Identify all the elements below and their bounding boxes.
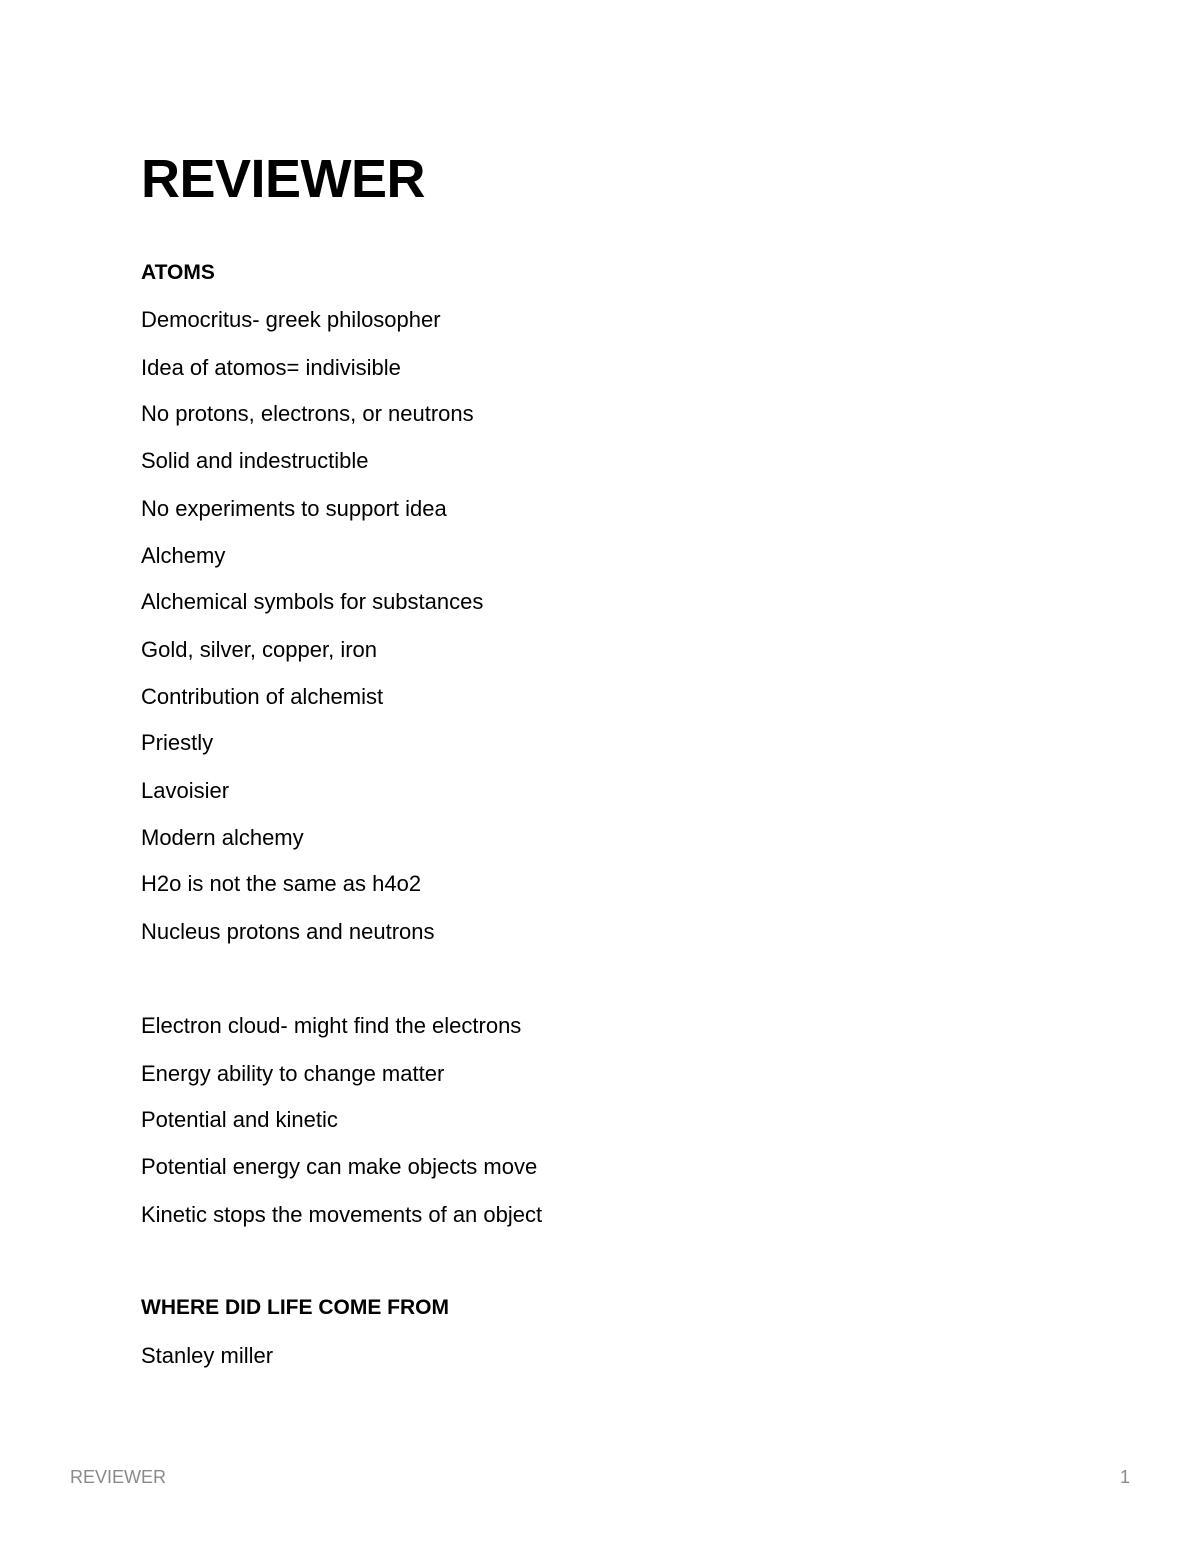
text-line: Priestly — [141, 730, 214, 755]
text-line: Energy ability to change matter — [141, 1061, 445, 1086]
text-line: Potential and kinetic — [141, 1107, 338, 1132]
footer-title: REVIEWER — [70, 1467, 167, 1487]
page-number: 1 — [1119, 1467, 1130, 1487]
text-line: Contribution of alchemist — [141, 684, 384, 709]
text-line: Solid and indestructible — [141, 448, 369, 473]
text-line: Modern alchemy — [141, 825, 304, 850]
text-line: Stanley miller — [141, 1343, 274, 1368]
text-line: Alchemy — [141, 543, 226, 568]
text-line: No experiments to support idea — [141, 496, 447, 521]
text-line: Potential energy can make objects move — [141, 1154, 538, 1179]
text-line: Gold, silver, copper, iron — [141, 637, 378, 662]
section-heading-atoms: ATOMS — [141, 261, 215, 284]
text-line: Idea of atomos= indivisible — [141, 355, 401, 380]
section-heading-life: WHERE DID LIFE COME FROM — [141, 1296, 449, 1319]
text-line: Electron cloud- might find the electrons — [141, 1013, 522, 1038]
text-line: Kinetic stops the movements of an object — [141, 1202, 543, 1227]
text-line: Democritus- greek philosopher — [141, 307, 441, 332]
text-line: H2o is not the same as h4o2 — [141, 871, 422, 896]
page-title: REVIEWER — [141, 149, 426, 209]
text-line: Nucleus protons and neutrons — [141, 919, 435, 944]
text-line: No protons, electrons, or neutrons — [141, 401, 474, 426]
text-line: Lavoisier — [141, 778, 230, 803]
text-line: Alchemical symbols for substances — [141, 589, 484, 614]
